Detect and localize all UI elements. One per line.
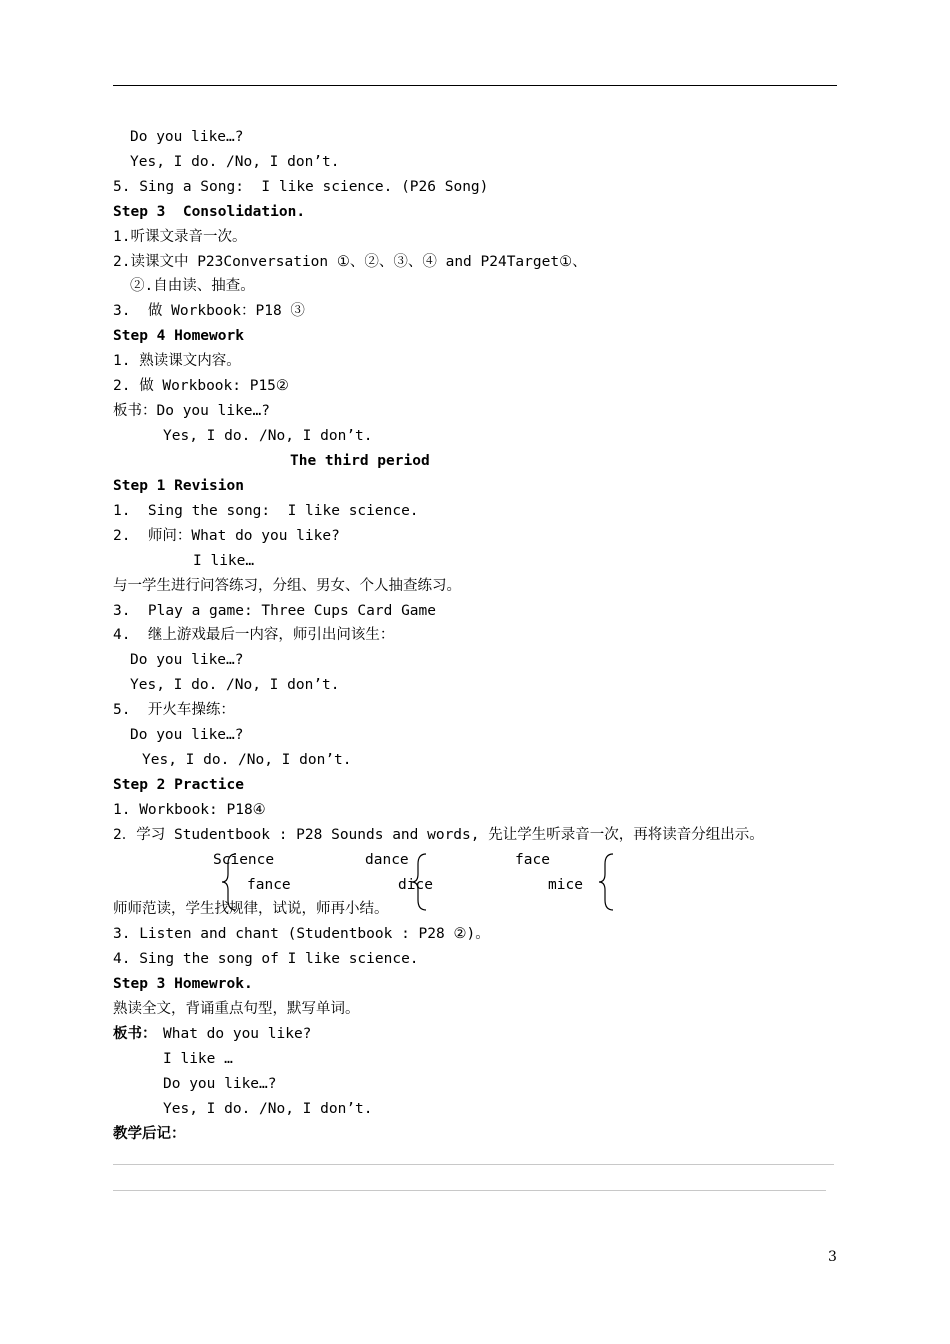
text-line: Yes, I do. /No, I don’t.	[130, 677, 340, 693]
reflection-label: 教学后记：	[113, 1126, 186, 1142]
text-line: 与一学生进行问答练习，分组、男女、个人抽查练习。	[113, 578, 461, 594]
word-mice: mice	[548, 877, 583, 893]
word-face: face	[515, 852, 550, 868]
word-dice: dice	[398, 877, 433, 893]
text-line: Do you like…?	[163, 1076, 277, 1092]
writing-line	[113, 1190, 826, 1191]
writing-line	[113, 1164, 834, 1165]
text-line: Yes, I do. /No, I don’t.	[142, 752, 352, 768]
text-line: 4. Sing the song of I like science.	[113, 951, 419, 967]
text-line: 2. 师问：What do you like?	[113, 528, 340, 544]
text-line: Yes, I do. /No, I don’t.	[163, 428, 373, 444]
section-heading: Step 2 Practice	[113, 777, 244, 793]
text-line: 熟读全文，背诵重点句型，默写单词。	[113, 1001, 360, 1017]
text-line: 4. 继上游戏最后一内容，师引出问该生：	[113, 627, 395, 643]
text-line: 板书：Do you like…?	[113, 403, 270, 419]
text-line: Yes, I do. /No, I don’t.	[163, 1101, 373, 1117]
word-science: Science	[213, 852, 275, 868]
section-heading: Step 3 Homewrok.	[113, 976, 253, 992]
text-line: 1. Workbook: P18④	[113, 802, 266, 818]
text-line: ②.自由读、抽查。	[130, 278, 255, 294]
text-line: 师师范读，学生找规律，试说，师再小结。	[113, 901, 389, 917]
text-line: 2.读课文中 P23Conversation ①、②、③、④ and P24Target①、	[113, 254, 587, 270]
text-line: I like …	[163, 1051, 233, 1067]
left-brace-icon	[410, 852, 430, 912]
text-line: 3. Listen and chant (Studentbook : P28 ②)。	[113, 926, 490, 942]
page-number: 3	[828, 1249, 837, 1265]
text-line: Do you like…?	[130, 129, 244, 145]
header-rule	[113, 85, 837, 86]
text-line: 1. 熟读课文内容。	[113, 353, 241, 369]
text-line: Do you like…?	[130, 652, 244, 668]
section-heading: Step 3 Consolidation.	[113, 204, 306, 220]
word-dance: dance	[365, 852, 409, 868]
section-heading: Step 4 Homework	[113, 328, 244, 344]
text-line: What do you like?	[163, 1026, 312, 1042]
text-line: 1. Sing the song: I like science.	[113, 503, 419, 519]
text-line: 3. Play a game: Three Cups Card Game	[113, 603, 437, 619]
word-fance: fance	[247, 877, 291, 893]
text-line: 3. 做 Workbook：P18 ③	[113, 303, 305, 319]
text-line: 5. 开火车操练：	[113, 702, 235, 718]
text-line: 2．学习 Studentbook : P28 Sounds and words, 先让学生听录音一次，再将读音分组出示。	[113, 827, 764, 843]
text-line: I like…	[193, 553, 255, 569]
text-line: 5. Sing a Song: I like science. (P26 Song)	[113, 179, 489, 195]
text-line: Yes, I do. /No, I don’t.	[130, 154, 340, 170]
section-heading: Step 1 Revision	[113, 478, 244, 494]
text-line: 2. 做 Workbook: P15②	[113, 378, 289, 394]
blackboard-label: 板书：	[113, 1026, 157, 1042]
left-brace-icon	[597, 852, 617, 912]
period-title: The third period	[290, 453, 430, 469]
text-line: 1.听课文录音一次。	[113, 229, 247, 245]
text-line: Do you like…?	[130, 727, 244, 743]
